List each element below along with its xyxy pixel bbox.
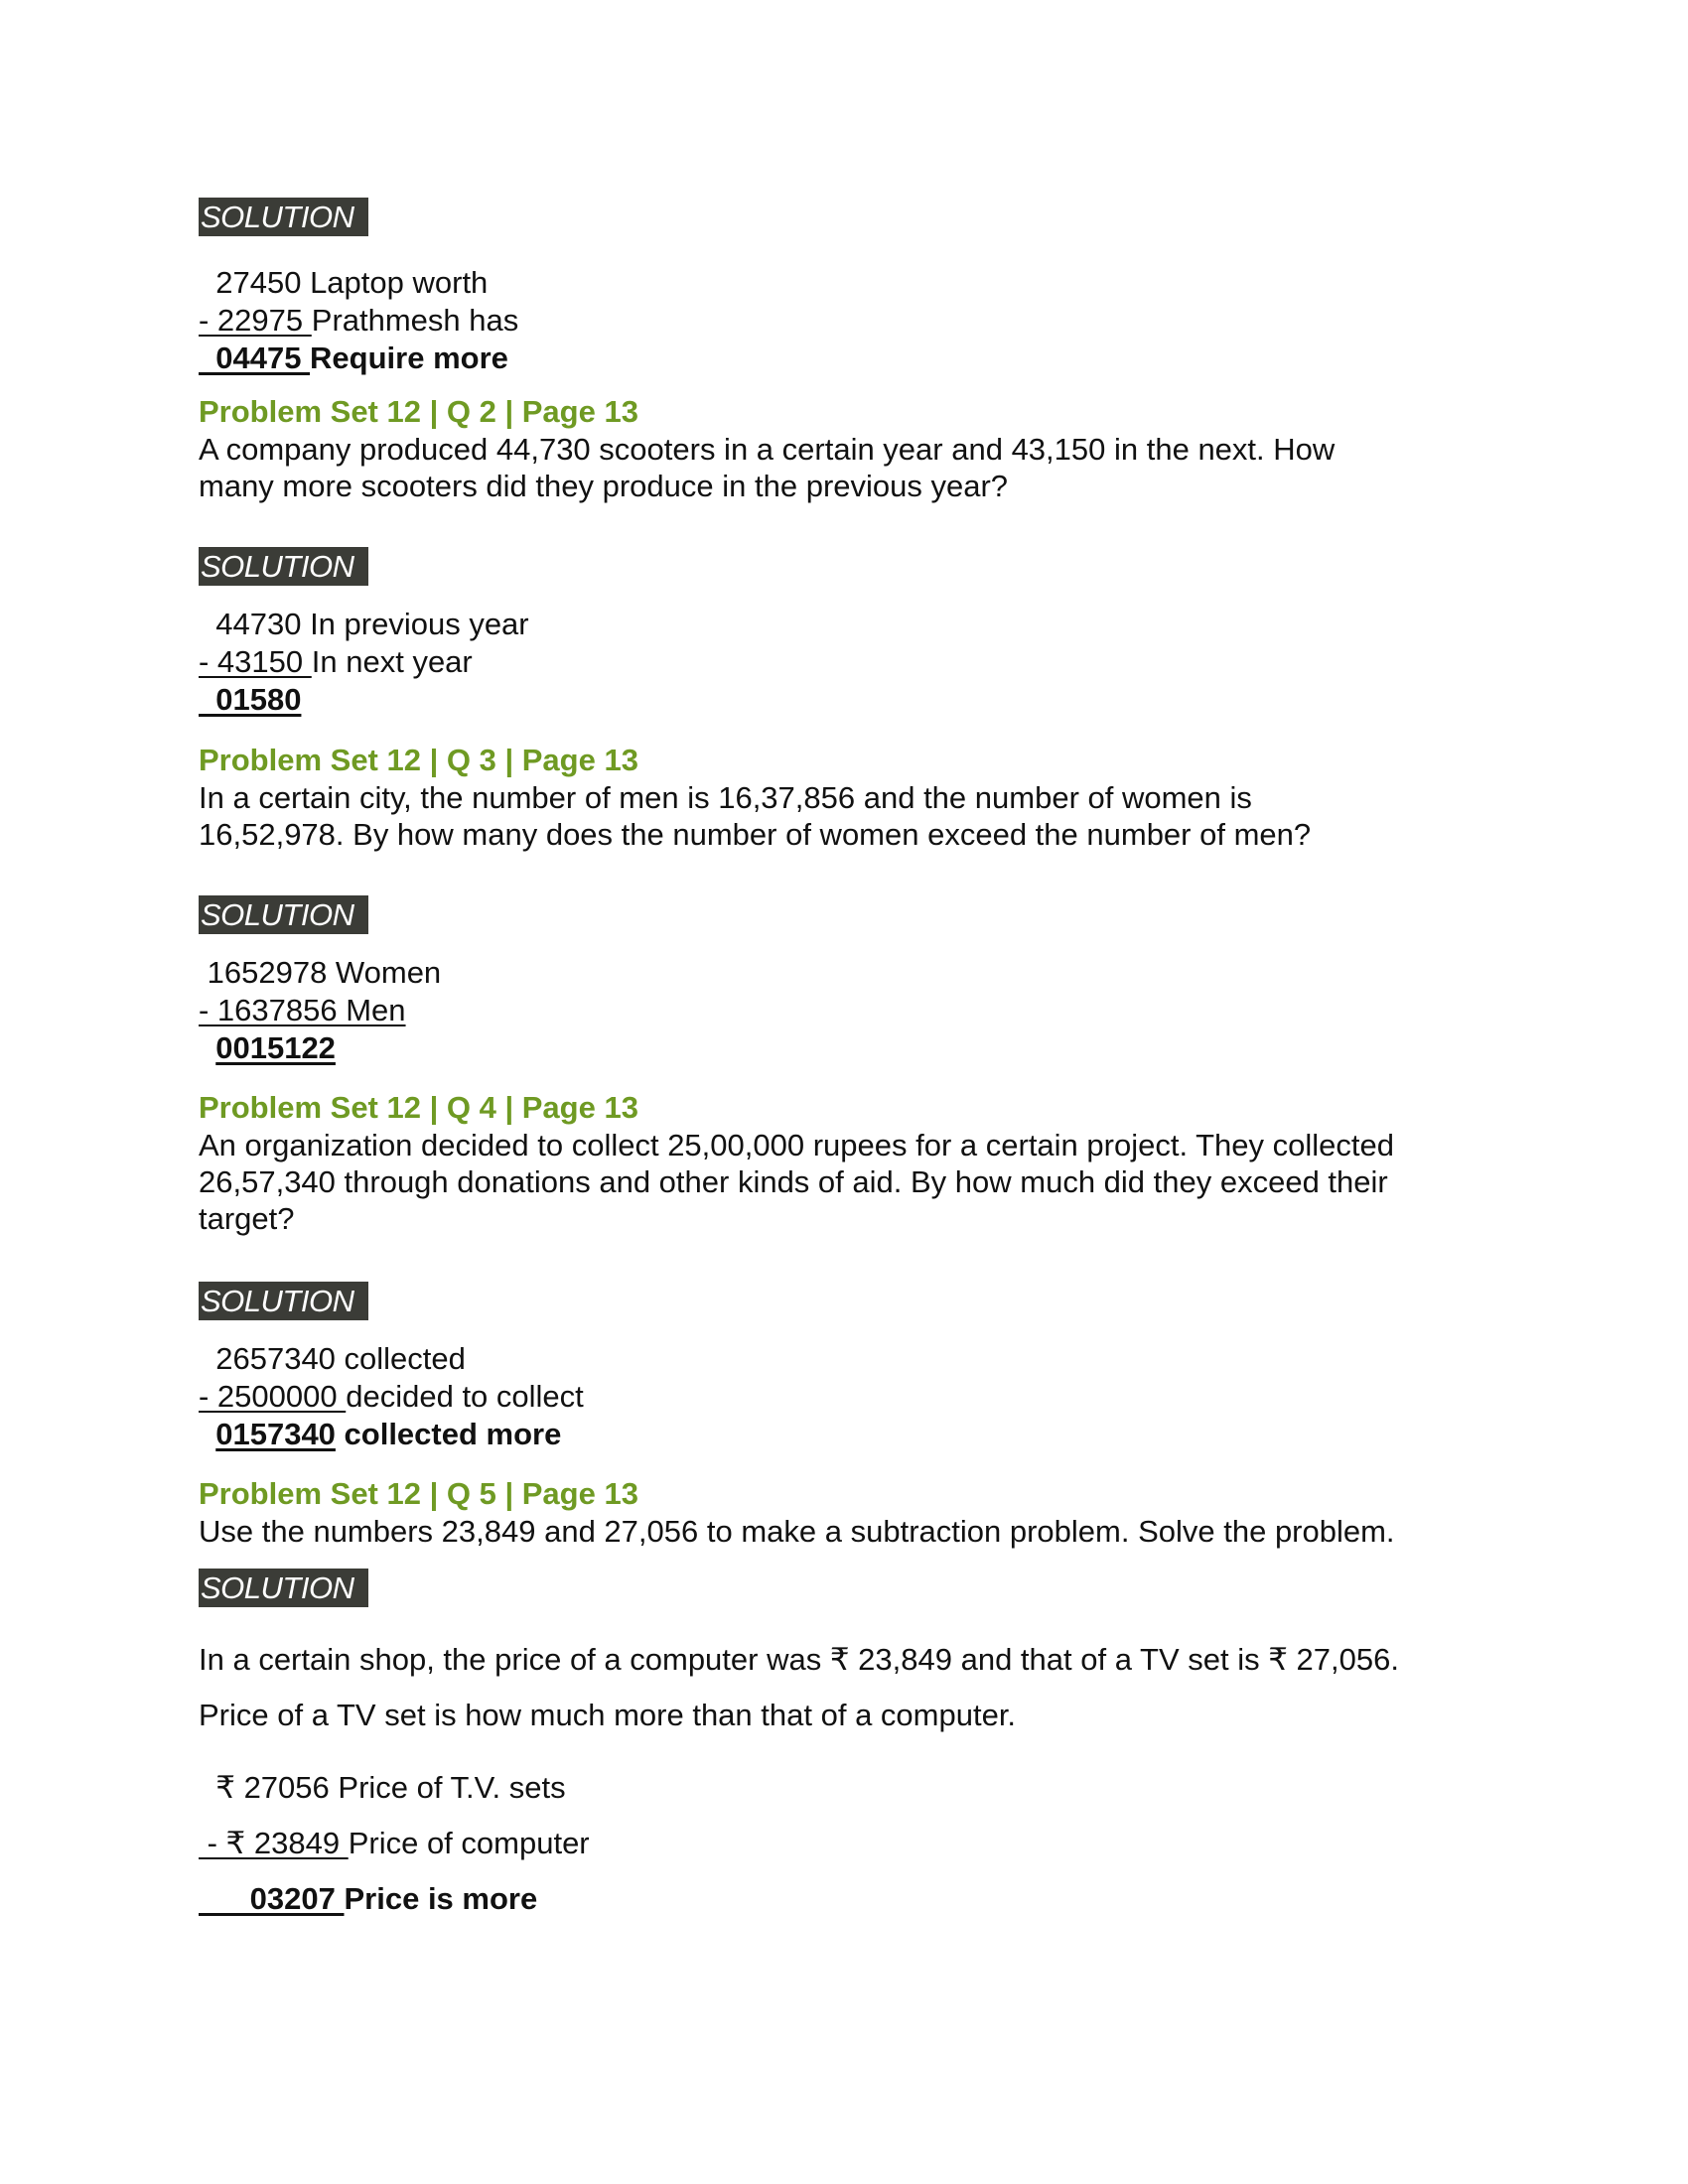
solution-line-result: [199, 1880, 537, 1918]
solution-line-minuend: [199, 954, 441, 992]
solution-line-minuend: [199, 264, 488, 302]
subtrahend-value: - 43150: [199, 644, 312, 679]
solution-line-minuend: [199, 606, 529, 643]
solution-line-minuend: [199, 1769, 566, 1807]
minuend-value: 1652978: [207, 955, 328, 990]
minuend-label: In previous year: [301, 607, 529, 641]
story-text-line: Price of a TV set is how much more than that of a computer.: [199, 1698, 1017, 1732]
solution-line-subtrahend: [199, 302, 518, 340]
question-text-line: many more scooters did they produce in the previous year?: [199, 469, 1009, 503]
solution-badge: SOLUTION: [199, 1569, 368, 1607]
subtrahend-value: - 22975: [199, 303, 312, 338]
minuend-label: collected: [335, 1341, 466, 1376]
problem-heading-q3: Problem Set 12 | Q 3 | Page 13: [199, 743, 638, 777]
question-text-line: An organization decided to collect 25,00,000 rupees for a certain project. They collected: [199, 1128, 1395, 1162]
question-text-line: 26,57,340 through donations and other kinds of aid. By how much did they exceed their: [199, 1164, 1388, 1199]
solution-line-result: [199, 340, 508, 377]
story-text-line: In a certain shop, the price of a computer was ₹ 23,849 and that of a TV set is ₹ 27,056.: [199, 1642, 1399, 1677]
problem-heading-q4: Problem Set 12 | Q 4 | Page 13: [199, 1090, 638, 1125]
minuend-label: Laptop worth: [301, 265, 489, 300]
solution-line-result: [199, 1029, 336, 1067]
solution-line-subtrahend: [199, 1825, 590, 1862]
question-text-line: 16,52,978. By how many does the number of women exceed the number of men?: [199, 817, 1312, 852]
subtrahend-label: Price of computer: [348, 1826, 590, 1860]
solution-line-subtrahend: [199, 1378, 584, 1416]
minuend-value: 44730: [215, 607, 302, 641]
minuend-label: Price of T.V. sets: [329, 1770, 566, 1805]
solution-line-result: [199, 681, 301, 719]
result-label: Price is more: [344, 1881, 538, 1916]
question-text-line: In a certain city, the number of men is 16,37,856 and the number of women is: [199, 780, 1252, 815]
minuend-value: ₹ 27056: [215, 1770, 330, 1805]
result-value: 01580: [199, 682, 302, 717]
result-value: 03207: [199, 1881, 345, 1916]
question-text-line: Use the numbers 23,849 and 27,056 to make a subtraction problem. Solve the problem.: [199, 1514, 1395, 1549]
subtrahend-label: decided to collect: [346, 1379, 584, 1414]
problem-heading-q5: Problem Set 12 | Q 5 | Page 13: [199, 1476, 638, 1511]
solution-badge: SOLUTION: [199, 1282, 368, 1320]
minuend-value: 2657340: [215, 1341, 336, 1376]
subtrahend-value: - 1637856 Men: [199, 993, 406, 1027]
result-value: 0157340: [215, 1417, 336, 1451]
subtrahend-value: - ₹ 23849: [199, 1826, 349, 1860]
solution-line-subtrahend: [199, 643, 473, 681]
minuend-value: 27450: [215, 265, 302, 300]
result-label: collected more: [335, 1417, 562, 1451]
solution-badge: SOLUTION: [199, 198, 368, 236]
solution-badge: SOLUTION: [199, 547, 368, 586]
solution-badge: SOLUTION: [199, 895, 368, 934]
question-text-line: target?: [199, 1201, 295, 1236]
subtrahend-label: In next year: [311, 644, 473, 679]
minuend-label: Women: [327, 955, 442, 990]
result-value: 04475: [199, 341, 311, 375]
result-value: 0015122: [215, 1030, 336, 1065]
question-text-line: A company produced 44,730 scooters in a certain year and 43,150 in the next. How: [199, 432, 1336, 467]
result-label: Require more: [310, 341, 508, 375]
solution-line-result: [199, 1416, 561, 1453]
subtrahend-value: - 2500000: [199, 1379, 347, 1414]
problem-heading-q2: Problem Set 12 | Q 2 | Page 13: [199, 394, 638, 429]
subtrahend-label: Prathmesh has: [311, 303, 519, 338]
solution-line-subtrahend: [199, 992, 406, 1029]
solution-line-minuend: [199, 1340, 466, 1378]
